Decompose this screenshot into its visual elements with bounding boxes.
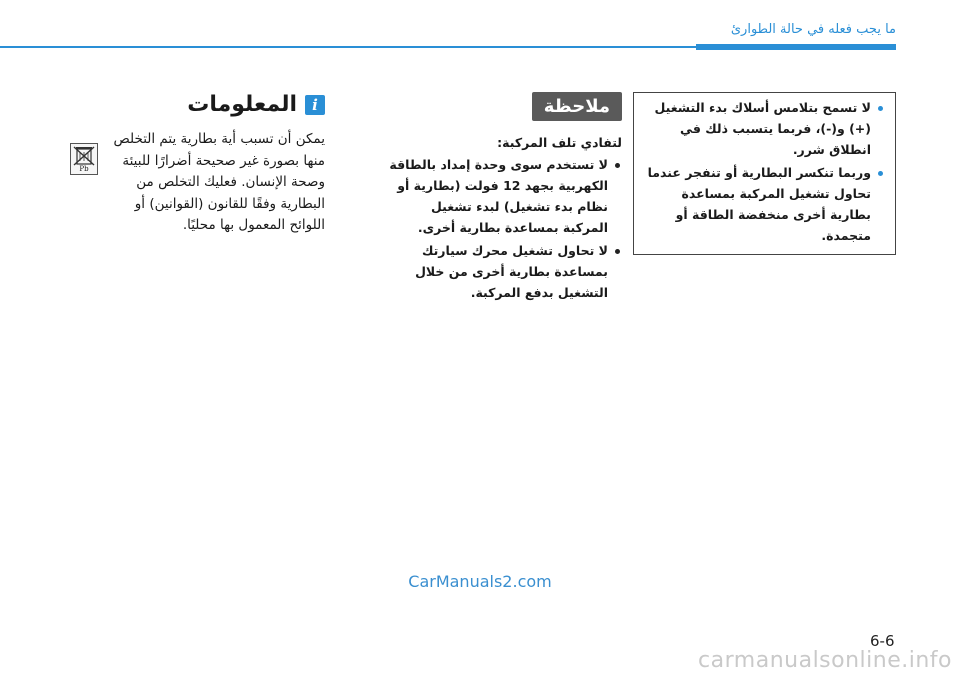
note-title: ملاحظة xyxy=(532,92,622,121)
note-section xyxy=(382,92,622,305)
page-header-title: ما يجب فعله في حالة الطوارئ xyxy=(730,22,896,37)
page-number: 6-6 xyxy=(870,632,895,650)
information-text: يمكن أن تسبب أية بطارية يتم التخلص منها بصورة غير صحيحة أضرارًا للبيئة وصحة الإنسان. فعليك التخلص من البطارية وفقًا للقانون (القوانين) أو اللوائح المعمول بها محليًا. xyxy=(113,131,325,233)
list-item: وربما تنكسر البطارية أو تنفجر عندما تحاول تشغيل المركبة بمساعدة بطارية أخرى منخفضة الطاقة أو متجمدة. xyxy=(644,162,885,246)
warning-section xyxy=(633,92,896,255)
note-list xyxy=(382,154,622,303)
pb-label: Pb xyxy=(79,165,89,173)
header-accent-bar xyxy=(696,44,896,50)
footer-watermark: carmanualsonline.info xyxy=(698,648,952,673)
information-section xyxy=(70,92,325,237)
list-item: لا تسمح بتلامس أسلاك بدء التشغيل (+) و(-)، فربما يتسبب ذلك في انطلاق شرر. xyxy=(644,97,885,160)
information-title: المعلومات xyxy=(187,92,297,117)
site-watermark: CarManuals2.com xyxy=(408,572,552,591)
information-heading xyxy=(70,92,325,117)
battery-disposal-icon xyxy=(70,143,98,175)
list-item: لا تستخدم سوى وحدة إمداد بالطاقة الكهربية بجهد 12 فولت (بطارية أو نظام بدء تشغيل) لبدء تشغيل المركبة بمساعدة بطارية أخرى. xyxy=(382,154,622,238)
list-item: لا تحاول تشغيل محرك سيارتك بمساعدة بطارية أخرى من خلال التشغيل بدفع المركبة. xyxy=(382,240,622,303)
warning-box xyxy=(633,92,896,255)
information-body xyxy=(70,129,325,237)
note-intro: لتفادي تلف المركبة: xyxy=(497,135,622,150)
info-icon: i xyxy=(305,95,325,115)
warning-list xyxy=(644,97,885,246)
